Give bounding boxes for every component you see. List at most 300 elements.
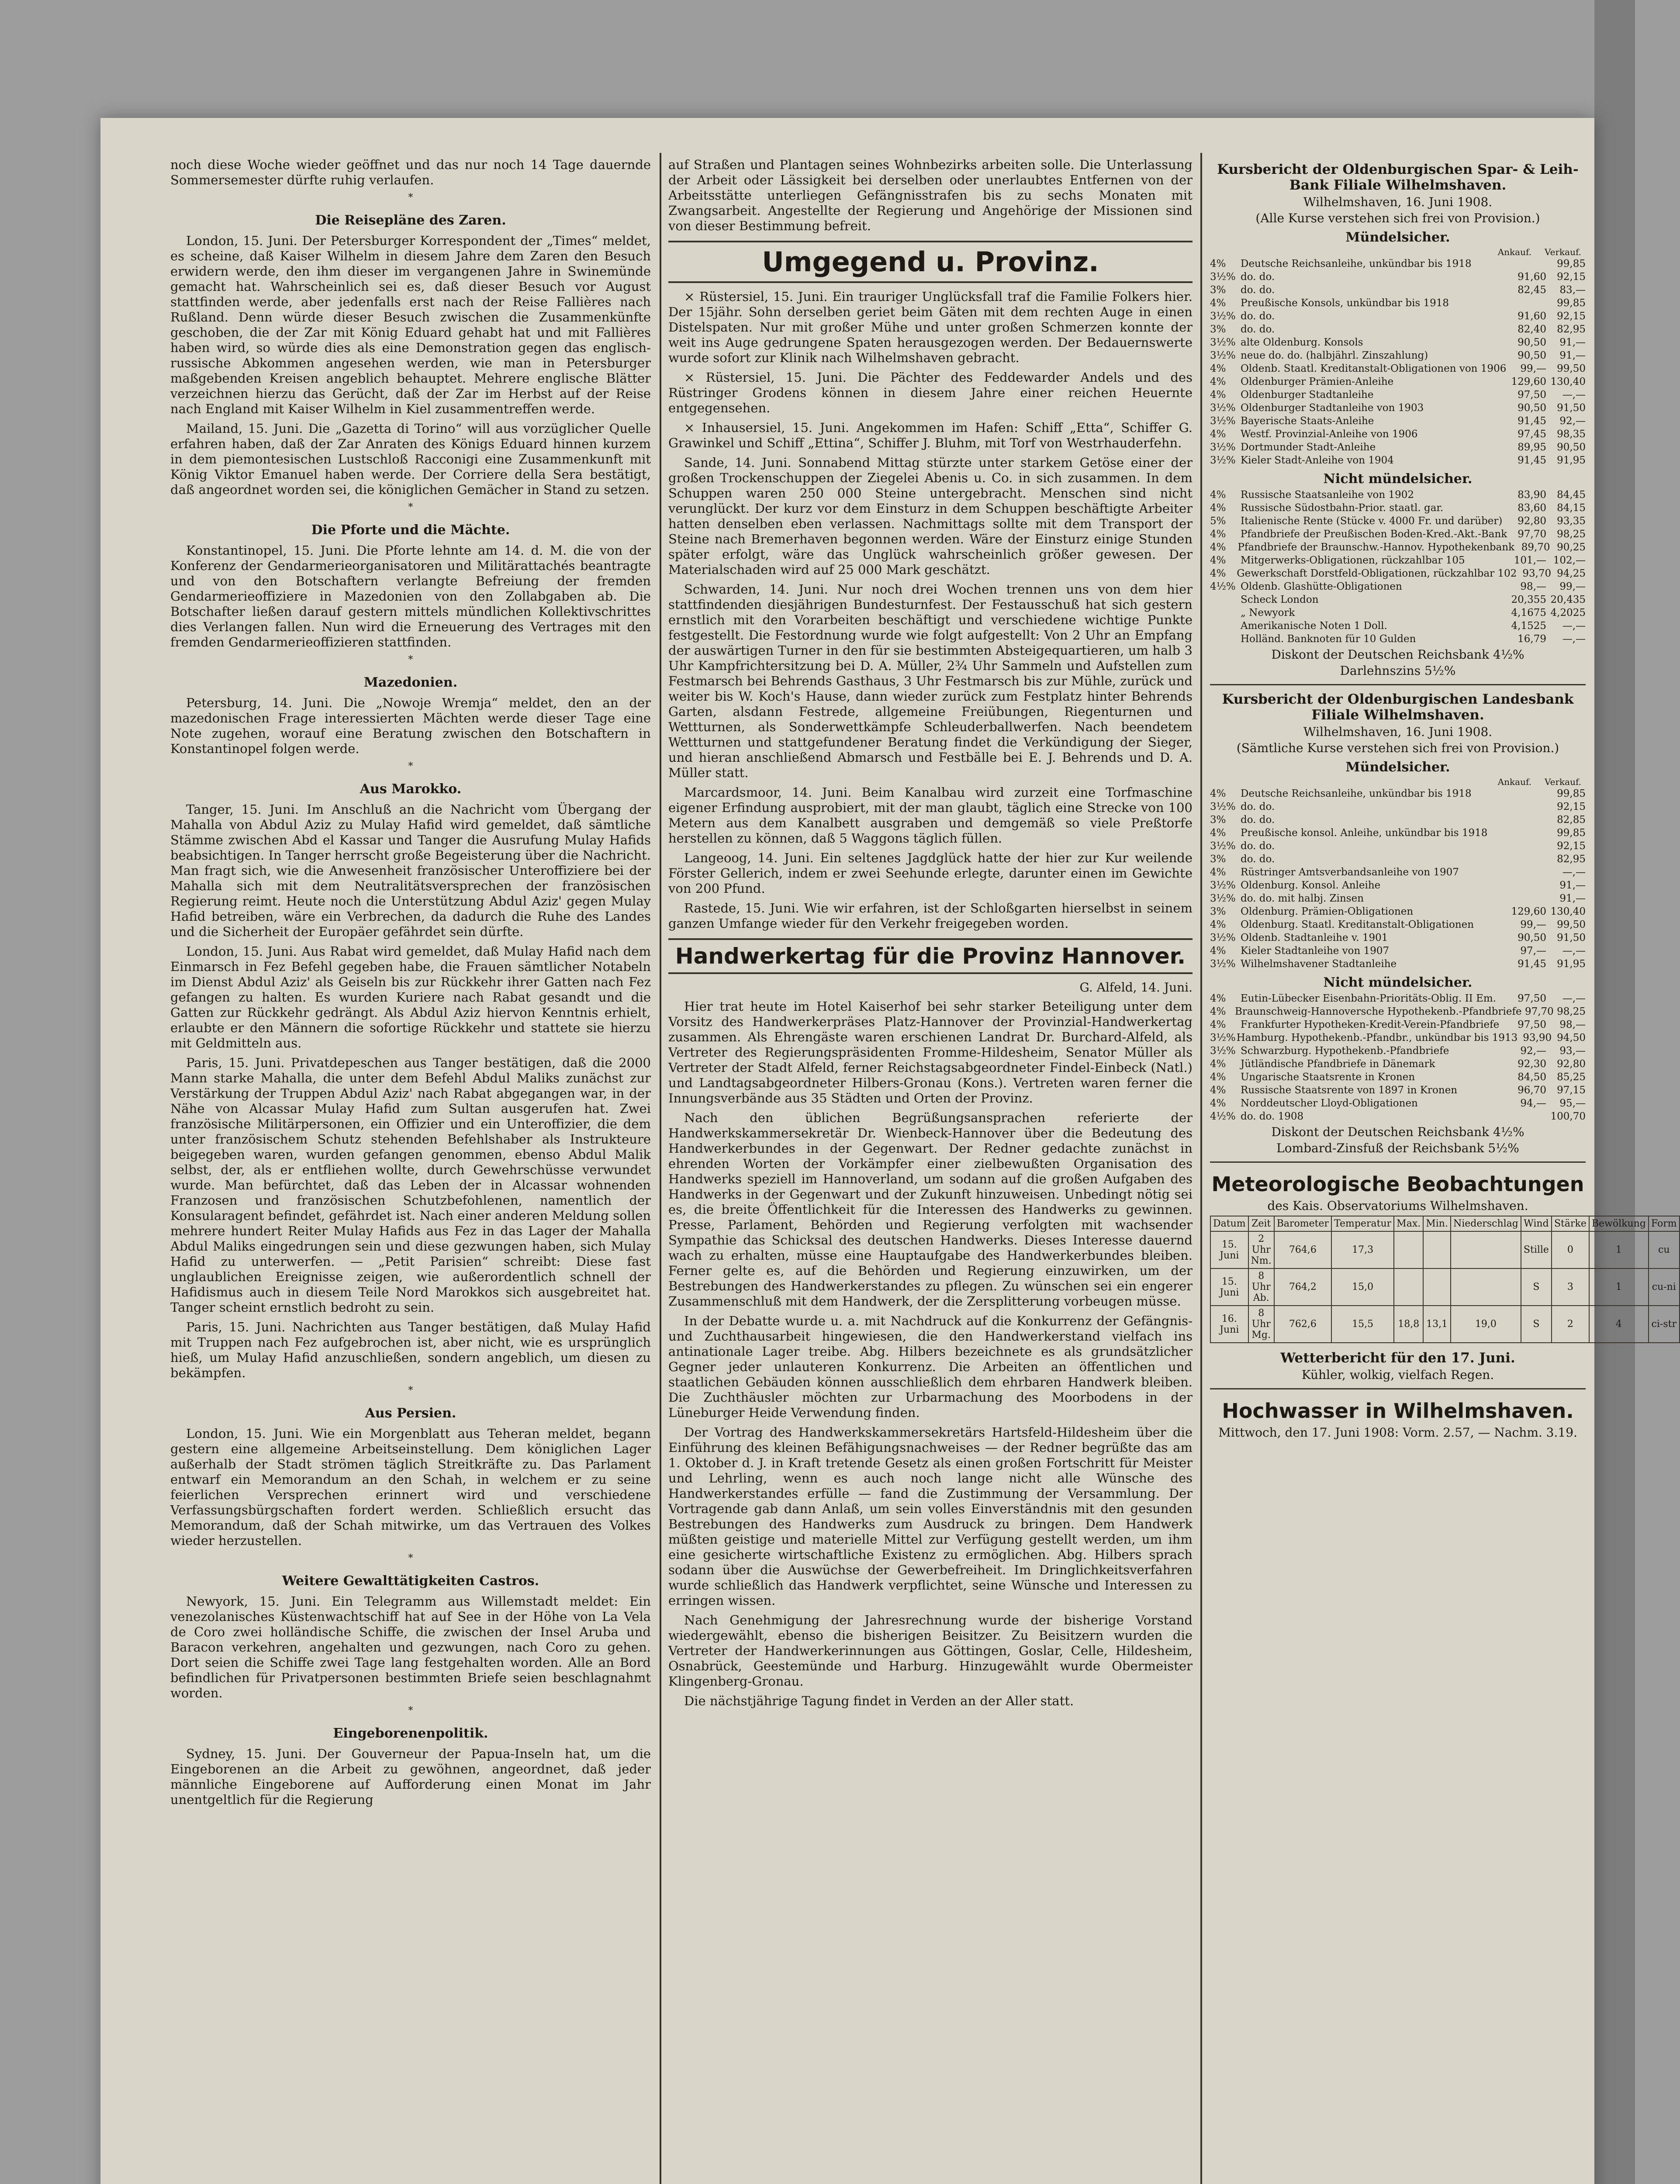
- weather-cell: 4: [1589, 1306, 1649, 1343]
- interest-rate: 4%: [1210, 1071, 1226, 1083]
- buy-price: 94,—: [1520, 1098, 1546, 1109]
- article-paragraph: Newyork, 15. Juni. Ein Telegramm aus Willemstadt meldet: Ein venezolanisches Küstenwachtschiff hat auf See in der Höhe von La Vela de Coro zwei holländische Schiffe, die zwischen der Insel Aruba und Baracon verkehren, angehalten und gezwungen, nach Coro zu gehen. Dort seien die Schiffe zwei Tage lang festgehalten worden. Alle an Bord befindlichen für Privatpersonen bestimmten Briefe seien beschlagnahmt worden.: [170, 1594, 651, 1700]
- weather-cell: [1423, 1231, 1451, 1268]
- article-paragraph: Nach den üblichen Begrüßungsansprachen referierte der Handwerkskammersekretär Dr. Wienbeck-Hannover über die Bedeutung des Handwerkerbundes in der Gegenwart. Der Redner gedachte zunächst in ehrenden Worten der Vorkämpfer einer zielbewußten Organisation des Handwerks speziell im Hannoverland, um sodann auf die großen Aufgaben des Handwerks in der Gegenwart und der Zukunft hinzuweisen. Unbedingt nötig sei es, die breite Öffentlichkeit für die Interessen des Handwerks zu gewinnen. Presse, Parlament, Behörden und Regierung verfolgten mit wachsender Sympathie das Schicksal des deutschen Handwerks. Dieses Interesse dauernd wach zu erhalten, müsse eine Hauptaufgabe des Handwerkerbundes bleiben. Ferner gelte es, auf die Behörden und Regierung einzuwirken, um der Bestrebungen des Handwerkerstandes zu pflegen. Zu wünschen sei ein engerer Zusammenschluß mit dem Handwerk, der die Zersplitterung vorbeugen müsse.: [668, 1110, 1193, 1309]
- buy-price: 82,40: [1518, 324, 1546, 335]
- weather-table-body: [1210, 1231, 1680, 1343]
- interest-rate: [1210, 593, 1241, 606]
- article-paragraph: Nach Genehmigung der Jahresrechnung wurde der bisherige Vorstand wiedergewählt, ebenso die bisherigen Beisitzer. Zu Beisitzern wurden die Vertreter der Handwerkerinnungen aus Göttingen, Goslar, Celle, Hildesheim, Osnabrück, Geestemünde und Harburg. Hinzugewählt wurde Obermeister Klingenberg-Gronau.: [668, 1613, 1193, 1689]
- price-row: [1210, 441, 1586, 454]
- interest-rate: 4½%: [1210, 581, 1236, 592]
- price-row: [1210, 840, 1586, 853]
- sell-price: 82,95: [1557, 324, 1586, 335]
- interest-rate: 3½%: [1210, 932, 1236, 943]
- price-row: [1210, 593, 1586, 606]
- interest-rate: 4%: [1210, 258, 1226, 270]
- weather-cell: 762,6: [1274, 1306, 1331, 1343]
- security-name: do. do.: [1241, 324, 1275, 335]
- weather-column-header: Stärke: [1552, 1216, 1589, 1231]
- kursbericht-title: Kursbericht der Oldenburgischen Spar- & Leih-Bank Filiale Wilhelmshaven.: [1217, 162, 1579, 193]
- price-row: [1210, 813, 1586, 826]
- sell-price: 90,25: [1557, 542, 1586, 553]
- separator-star: *: [408, 192, 413, 203]
- security-name: do. do.: [1241, 840, 1275, 852]
- interest-rate: 4%: [1210, 542, 1226, 553]
- interest-rate: 3%: [1210, 906, 1226, 917]
- sell-price: 94,25: [1557, 568, 1586, 579]
- high-water-times: Mittwoch, den 17. Juni 1908: Vorm. 2.57, — Nachm. 3.19.: [1218, 1425, 1577, 1440]
- separator-star: *: [408, 654, 413, 665]
- price-table: [1210, 787, 1586, 971]
- section-title: Eingeborenenpolitik.: [333, 1726, 488, 1741]
- interest-rate: 3%: [1210, 854, 1226, 865]
- price-row: [1210, 375, 1586, 388]
- sell-price: 91,—: [1559, 893, 1586, 904]
- section-title: Die Pforte und die Mächte.: [311, 522, 510, 538]
- sell-price: 91,—: [1559, 350, 1586, 361]
- sell-price: 83,—: [1559, 284, 1586, 296]
- security-name: Amerikanische Noten 1 Doll.: [1241, 620, 1387, 632]
- article-paragraph: Mailand, 15. Juni. Die „Gazetta di Torino“ will aus vorzüglicher Quelle erfahren haben, daß der Zar Anraten des Königs Eduard hinnen kurzem in dem piemontesischen Lustschloß Racconigi eine Zusammenkunft mit König Viktor Emanuel haben werde. Der Corriere della Sera bestätigt, daß angeordnet worden sei, die königlichen Gemächer in Stand zu setzen.: [170, 421, 651, 497]
- price-row: [1210, 632, 1586, 646]
- interest-rate: 4%: [1210, 489, 1226, 501]
- sell-price: 91,50: [1557, 402, 1586, 414]
- section-title: Aus Persien.: [365, 1406, 456, 1421]
- weather-cell: 15,0: [1331, 1268, 1394, 1306]
- buy-price: 97,70: [1524, 1006, 1554, 1017]
- sell-price: 102,—: [1553, 555, 1586, 566]
- price-row: [1210, 992, 1586, 1005]
- buy-price: [1507, 787, 1546, 800]
- category-heading: Nicht mündelsicher.: [1323, 471, 1473, 487]
- price-row: [1210, 401, 1586, 415]
- interest-rate: 3½%: [1210, 1045, 1236, 1057]
- buy-price: 92,30: [1518, 1058, 1546, 1070]
- buy-price: 20,355: [1511, 594, 1546, 605]
- weather-cell: [1423, 1268, 1451, 1306]
- security-name: Holländ. Banknoten für 10 Gulden: [1241, 633, 1416, 645]
- security-name: do. do.: [1241, 284, 1275, 296]
- buy-price: [1507, 826, 1546, 840]
- weather-cell: ci-str: [1649, 1306, 1680, 1343]
- lombard-line: Lombard-Zinsfuß der Reichsbank 5½%: [1276, 1141, 1519, 1155]
- buy-price: 91,45: [1518, 958, 1546, 970]
- buy-price: 97,45: [1518, 429, 1546, 440]
- price-row: [1210, 580, 1586, 593]
- buy-price: 99,—: [1520, 363, 1546, 374]
- weather-cell: 16. Juni: [1210, 1306, 1248, 1343]
- column-rule: [660, 153, 661, 2184]
- intro-text: noch diese Woche wieder geöffnet und das nur noch 14 Tage dauernde Sommersemester dürfte ruhig verlaufen.: [170, 157, 651, 187]
- sell-price: 95,—: [1559, 1098, 1586, 1109]
- sell-price: 99,85: [1557, 827, 1586, 839]
- weather-table: [1210, 1216, 1680, 1343]
- price-row: [1210, 428, 1586, 441]
- interest-rate: 4%: [1210, 529, 1226, 540]
- security-name: Kieler Stadtanleihe von 1907: [1241, 945, 1390, 957]
- security-name: Bayerische Staats-Anleihe: [1241, 415, 1374, 427]
- interest-rate: 4%: [1210, 389, 1226, 401]
- price-row: [1210, 415, 1586, 428]
- weather-column-header: Zeit: [1248, 1216, 1274, 1231]
- buy-price: 90,50: [1518, 350, 1546, 361]
- buy-price: 97,50: [1518, 1019, 1546, 1030]
- buy-price: 97,—: [1520, 945, 1546, 957]
- interest-rate: 4%: [1210, 993, 1226, 1004]
- price-row: [1210, 310, 1586, 323]
- price-row: [1210, 787, 1586, 800]
- verkauf-header: Verkauf.: [1545, 247, 1581, 257]
- weather-cell: 0: [1552, 1231, 1589, 1268]
- buy-price: 99,—: [1520, 919, 1546, 930]
- price-row: [1210, 297, 1586, 310]
- interest-rate: 3½%: [1210, 1032, 1236, 1044]
- security-name: Oldenburg. Staatl. Kreditanstalt-Obligationen: [1241, 919, 1474, 930]
- local-news-item: × Inhausersiel, 15. Juni. Angekommen im Hafen: Schiff „Etta“, Schiffer G. Grawinkel und Schiff „Ettina“, Schiffer J. Bluhm, mit Torf von Westrhauderfehn.: [668, 420, 1193, 450]
- buy-price: 97,50: [1518, 389, 1546, 401]
- weather-column-header: Niederschlag: [1451, 1216, 1521, 1231]
- security-name: Pfandbriefe der Preußischen Boden-Kred.-Akt.-Bank: [1240, 529, 1507, 540]
- interest-rate: 4%: [1210, 297, 1226, 309]
- buy-price: 83,90: [1518, 489, 1546, 501]
- section-heading-handwerkertag: Handwerkertag für die Provinz Hannover.: [668, 938, 1193, 974]
- price-row: [1210, 528, 1586, 541]
- discount-line: Diskont der Deutschen Reichsbank 4½%: [1271, 1125, 1524, 1139]
- security-name: Braunschweig-Hannoversche Hypothekenb.-Pfandbriefe: [1234, 1006, 1522, 1017]
- weather-column-header: Form: [1649, 1216, 1680, 1231]
- weather-cell: 15. Juni: [1210, 1268, 1248, 1306]
- weather-cell: 18,8: [1394, 1306, 1423, 1343]
- weather-cell: S: [1521, 1268, 1552, 1306]
- buy-price: 97,50: [1518, 993, 1546, 1004]
- interest-rate: 3½%: [1210, 415, 1236, 427]
- buy-price: 91,45: [1518, 415, 1546, 427]
- section-title: Aus Marokko.: [360, 781, 462, 797]
- security-name: do. do.: [1241, 814, 1275, 826]
- security-name: Kieler Stadt-Anleihe von 1904: [1241, 455, 1394, 466]
- sell-price: 99,85: [1557, 258, 1586, 270]
- price-row: [1210, 349, 1586, 362]
- interest-rate: 4½%: [1210, 1111, 1236, 1122]
- buy-price: 92,—: [1520, 1045, 1546, 1057]
- interest-rate: 4%: [1210, 788, 1226, 799]
- security-name: Mitgerwerks-Obligationen, rückzahlbar 105: [1241, 555, 1465, 566]
- weather-cell: 15,5: [1331, 1306, 1394, 1343]
- interest-rate: 4%: [1210, 1098, 1226, 1109]
- price-row: [1210, 388, 1586, 401]
- sell-price: 93,35: [1557, 515, 1586, 527]
- sell-price: 82,85: [1557, 814, 1586, 826]
- ankauf-header: Ankauf.: [1497, 247, 1532, 257]
- buy-price: [1507, 1110, 1546, 1123]
- price-row: [1210, 944, 1586, 957]
- interest-rate: 4%: [1210, 376, 1226, 387]
- interest-rate: 3½%: [1210, 958, 1236, 970]
- article-paragraph: Hier trat heute im Hotel Kaiserhof bei sehr starker Beteiligung unter dem Vorsitz des Handwerkerpräses Platz-Hannover der Provinzial-Handwerkertag zusammen. Als Ehrengäste waren erschienen Landrat Dr. Burchard-Alfeld, als Vertreter des Regierungspräsidenten Fromme-Hildesheim, Senator Müller als Vertreter der Stadt Alfeld, ferner Reichstagsabgeordneter Findel-Einbeck (Natl.) und Landtagsabgeordneter Hilbers-Gronau (Kons.). Vertreten waren ferner die Innungsverbände aus 35 Städten und Orten der Provinz.: [668, 999, 1193, 1106]
- weather-cell: 17,3: [1331, 1231, 1394, 1268]
- interest-rate: 4%: [1210, 945, 1226, 957]
- sell-price: 98,—: [1559, 1019, 1586, 1030]
- weather-column-header: Datum: [1210, 1216, 1248, 1231]
- interest-rate: [1210, 619, 1241, 632]
- price-row: [1210, 879, 1586, 892]
- sell-price: —,—: [1562, 633, 1586, 645]
- article-paragraph: Tanger, 15. Juni. Im Anschluß an die Nachricht vom Übergang der Mahalla von Abdul Aziz zu Mulay Hafid wird gemeldet, daß sämtliche Stämme zwischen Abd el Kassar und Tanger die Ausrufung Mulay Hafids beabsichtigen. In Tanger herrscht große Begeisterung über die Nachricht. Man fragt sich, wie die Anwesenheit französischer Unteroffiziere bei der Mahalla sich mit dem Neutralitätsversprechen der französischen Regierung reimt. Heute noch die Unterstützung Abdul Aziz' gegen Mulay Hafid betreiben, wäre ein Verbrechen, da dadurch die Ruhe des Landes und die Sicherheit der Europäer gefährdet sein dürfte.: [170, 802, 651, 939]
- sell-price: 100,70: [1550, 1111, 1586, 1122]
- interest-rate: 5%: [1210, 515, 1226, 527]
- sell-price: 92,—: [1559, 415, 1586, 427]
- security-name: Russische Staatsrente von 1897 in Kronen: [1241, 1085, 1458, 1096]
- buy-price: 91,60: [1518, 271, 1546, 283]
- sell-price: 91,95: [1557, 958, 1586, 970]
- newspaper-page: [100, 118, 1677, 2184]
- interest-rate: 4%: [1210, 919, 1226, 930]
- interest-rate: 3½%: [1210, 442, 1236, 453]
- interest-rate: 4%: [1210, 1058, 1226, 1070]
- sell-price: 98,35: [1557, 429, 1586, 440]
- weather-column-header: Barometer: [1274, 1216, 1331, 1231]
- sell-price: 94,50: [1557, 1032, 1586, 1044]
- buy-price: [1507, 879, 1546, 892]
- weather-cell: [1394, 1268, 1423, 1306]
- security-name: Hamburg. Hypothekenb.-Pfandbr., unkündbar bis 1913: [1236, 1032, 1518, 1044]
- weather-cell: [1394, 1231, 1423, 1268]
- security-name: Rüstringer Amtsverbandsanleihe von 1907: [1241, 867, 1459, 878]
- weather-cell: S: [1521, 1306, 1552, 1343]
- sell-price: 20,435: [1550, 594, 1586, 605]
- buy-price: 84,50: [1518, 1071, 1546, 1083]
- column-politics: [170, 157, 651, 1812]
- security-name: Oldenburg. Konsol. Anleihe: [1241, 880, 1381, 891]
- sell-price: 130,40: [1550, 376, 1586, 387]
- security-name: Russische Südostbahn-Prior. staatl. gar.: [1241, 502, 1444, 514]
- buy-price: 92,80: [1518, 515, 1546, 527]
- weather-title: Meteorologische Beobachtungen: [1211, 1172, 1584, 1196]
- weather-cell: 764,6: [1274, 1231, 1331, 1268]
- weather-cell: 1: [1589, 1231, 1649, 1268]
- interest-rate: 3½%: [1210, 801, 1236, 812]
- weather-cell: [1451, 1268, 1521, 1306]
- sell-price: 92,15: [1557, 271, 1586, 283]
- interest-rate: 3½%: [1210, 337, 1236, 348]
- price-row: [1210, 1110, 1586, 1123]
- local-news-item: Sande, 14. Juni. Sonnabend Mittag stürzte unter starkem Getöse einer der großen Trockenschuppen der Ziegelei Abenis u. Co. in sich zusammen. In dem Schuppen waren 250 000 Steine untergebracht. Menschen sind nicht verunglückt. Der kurz vor dem Einsturz in dem Schuppen beschäftigte Arbeiter hatten denselben eben verlassen. Nachmittags sollte mit dem Transport der Steine nach Bremerhaven begonnen werden. Wäre der Einsturz einige Stunden später erfolgt, wäre das Unglück wahrscheinlich größer gewesen. Der Materialschaden wird auf 25 000 Mark geschätzt.: [668, 455, 1193, 577]
- price-row: [1210, 283, 1586, 297]
- buy-price: 97,70: [1518, 529, 1547, 540]
- security-name: Preußische Konsols, unkündbar bis 1918: [1241, 297, 1449, 309]
- price-row: [1210, 554, 1586, 567]
- price-row: [1210, 1005, 1586, 1018]
- buy-price: 98,—: [1520, 581, 1546, 592]
- section-title: Die Reisepläne des Zaren.: [315, 213, 506, 228]
- interest-rate: 4%: [1210, 363, 1226, 374]
- security-name: Italienische Rente (Stücke v. 4000 Fr. und darüber): [1241, 515, 1503, 527]
- price-row: [1210, 541, 1586, 554]
- sell-price: 91,50: [1557, 932, 1586, 943]
- interest-rate: 3½%: [1210, 402, 1236, 414]
- security-name: Jütländische Pfandbriefe in Dänemark: [1241, 1058, 1435, 1070]
- local-news-item: Rastede, 15. Juni. Wie wir erfahren, ist der Schloßgarten hierselbst in seinem ganzen Umfange wieder für den Verkehr freigegeben worden.: [668, 901, 1193, 931]
- buy-price: 91,60: [1518, 311, 1546, 322]
- buy-price: 101,—: [1514, 555, 1546, 566]
- weather-cell: 3: [1552, 1268, 1589, 1306]
- weather-row: [1210, 1268, 1680, 1306]
- high-water-title: Hochwasser in Wilhelmshaven.: [1222, 1399, 1574, 1423]
- weather-cell: 15. Juni: [1210, 1231, 1248, 1268]
- price-table: [1210, 257, 1586, 467]
- lombard-line: Darlehnszins 5½%: [1340, 663, 1456, 678]
- sell-price: —,—: [1562, 945, 1586, 957]
- article-paragraph: Petersburg, 14. Juni. Die „Nowoje Wremja“ meldet, den an der mazedonischen Frage interessierten Mächten werde dieser Tage eine Note zugehen, worauf eine Beratung zwischen den Botschaftern in Konstantinopel folgen werde.: [170, 695, 651, 756]
- ankauf-header: Ankauf.: [1497, 777, 1532, 787]
- price-column-headers: [1210, 777, 1586, 787]
- weather-cell: [1451, 1231, 1521, 1268]
- buy-price: 90,50: [1518, 402, 1546, 414]
- security-name: Gewerkschaft Dorstfeld-Obligationen, rückzahlbar 102: [1237, 568, 1517, 579]
- price-row: [1210, 1084, 1586, 1097]
- sell-price: 4,2025: [1550, 607, 1586, 619]
- buy-price: 129,60: [1511, 906, 1546, 917]
- security-name: Oldenb. Stadtanleihe v. 1901: [1241, 932, 1388, 943]
- buy-price: [1507, 257, 1546, 270]
- sell-price: 98,25: [1557, 1006, 1586, 1017]
- interest-rate: 4%: [1210, 568, 1226, 579]
- weather-cell: 2: [1552, 1306, 1589, 1343]
- column-finance-weather: [1210, 157, 1677, 1440]
- divider: [1210, 1161, 1586, 1163]
- price-row: [1210, 619, 1586, 632]
- buy-price: [1507, 813, 1546, 826]
- price-row: [1210, 1044, 1586, 1057]
- security-name: Oldenb. Glashütte-Obligationen: [1241, 581, 1402, 592]
- divider: [1210, 1388, 1586, 1389]
- sell-price: 99,85: [1557, 788, 1586, 799]
- buy-price: 93,90: [1523, 1032, 1552, 1044]
- dateline: G. Alfeld, 14. Juni.: [1079, 980, 1193, 995]
- sell-price: 97,15: [1557, 1085, 1586, 1096]
- interest-rate: 4%: [1210, 502, 1226, 514]
- local-news-item: × Rüstersiel, 15. Juni. Ein trauriger Unglücksfall traf die Familie Folkers hier. Der 15jähr. Sohn derselben geriet beim Gäten mit dem rechten Auge in einen Distelspaten. Nur mit großer Mühe und unter großen Schmerzen konnte der weit ins Auge gedrungene Spaten herausgezogen werden. Der Bedauernswerte wurde sofort zur Klinik nach Wilhelmshaven gebracht.: [668, 289, 1193, 365]
- kursbericht-note: (Alle Kurse verstehen sich frei von Provision.): [1255, 211, 1540, 225]
- security-name: Dortmunder Stadt-Anleihe: [1241, 442, 1376, 453]
- interest-rate: 3½%: [1210, 271, 1236, 283]
- section-title: Weitere Gewalttätigkeiten Castros.: [282, 1573, 539, 1589]
- price-row: [1210, 501, 1586, 515]
- price-row: [1210, 515, 1586, 528]
- price-row: [1210, 257, 1586, 270]
- local-news-item: × Rüstersiel, 15. Juni. Die Pächter des Feddewarder Andels und des Rüstringer Grodens können in diesem Jahre einer reichen Heuernte entgegensehen.: [668, 370, 1193, 415]
- kursbericht-date: Wilhelmshaven, 16. Juni 1908.: [1303, 725, 1493, 739]
- weather-cell: 13,1: [1423, 1306, 1451, 1343]
- security-name: Oldenburger Prämien-Anleihe: [1241, 376, 1394, 387]
- sell-price: 84,45: [1557, 489, 1586, 501]
- article-paragraph: Konstantinopel, 15. Juni. Die Pforte lehnte am 14. d. M. die von der Konferenz der Gendarmerieorganisatoren und Militärattachés beantragte und von den Botschaftern verlangte Befreiung der fremden Gendarmerieoffiziere in Mazedonien von den Zollabgaben ab. Die Botschafter ließen darauf gestern mittels mündlichen Kollektivschrittes dies Verlangen fallen. Nun wird die Erneuerung des Vertrages mit den fremden Gendarmerieoffizieren stattfinden.: [170, 543, 651, 650]
- sell-price: 91,95: [1557, 455, 1586, 466]
- security-name: Oldenburger Stadtanleihe von 1903: [1241, 402, 1424, 414]
- security-name: Pfandbriefe der Braunschw.-Hannov. Hypothekenbank: [1238, 542, 1515, 553]
- security-name: Oldenb. Staatl. Kreditanstalt-Obligationen von 1906: [1241, 363, 1507, 374]
- sell-price: 93,—: [1559, 1045, 1586, 1057]
- price-row: [1210, 567, 1586, 580]
- interest-rate: 3½%: [1210, 455, 1236, 466]
- sell-price: 99,—: [1559, 581, 1586, 592]
- sell-price: 91,—: [1559, 337, 1586, 348]
- interest-rate: 4%: [1210, 555, 1226, 566]
- security-name: Westf. Provinzial-Anleihe von 1906: [1241, 429, 1418, 440]
- interest-rate: 3%: [1210, 324, 1226, 335]
- buy-price: 91,45: [1518, 455, 1546, 466]
- interest-rate: 4%: [1210, 1085, 1226, 1096]
- price-row: [1210, 957, 1586, 971]
- buy-price: 16,79: [1518, 633, 1546, 645]
- price-table: [1210, 992, 1586, 1123]
- kursbericht-note: (Sämtliche Kurse verstehen sich frei von Provision.): [1236, 741, 1559, 755]
- weather-cell: 1: [1589, 1268, 1649, 1306]
- local-news-item: Marcardsmoor, 14. Juni. Beim Kanalbau wird zurzeit eine Torfmaschine eigener Erfindung ausprobiert, mit der man glaubt, täglich eine Strecke von 100 Metern aus dem Kanalbett ausgraben und demgemäß so viele Preßtorfe herstellen zu können, daß 5 Waggons täglich füllen.: [668, 785, 1193, 846]
- sell-price: —,—: [1562, 620, 1586, 632]
- security-name: Scheck London: [1241, 594, 1319, 605]
- price-row: [1210, 853, 1586, 866]
- weather-column-header: Max.: [1394, 1216, 1423, 1231]
- price-row: [1210, 1071, 1586, 1084]
- interest-rate: 4%: [1210, 1006, 1226, 1017]
- exchange-table: [1210, 593, 1586, 646]
- article-paragraph: London, 15. Juni. Aus Rabat wird gemeldet, daß Mulay Hafid nach dem Einmarsch in Fez Befehl gegeben habe, die Frauen sämtlicher Notabeln im Dienst Abdul Aziz' als Geiseln bis zur Rückkehr ihrer Gatten nach Fez gefangen zu halten. Es wurden Kuriere nach Rabat gesandt und die Gatten zur Rückkehr gedrängt. Als Abdul Aziz hiervon Kenntnis erhielt, erlaubte er den Männern die sofortige Rückkehr und stattete sie hierzu mit Geldmitteln aus.: [170, 944, 651, 1051]
- interest-rate: 4%: [1210, 1019, 1226, 1030]
- interest-rate: 3%: [1210, 284, 1226, 296]
- forecast-text: Kühler, wolkig, vielfach Regen.: [1301, 1368, 1494, 1382]
- weather-subtitle: des Kais. Observatoriums Wilhelmshaven.: [1267, 1199, 1528, 1213]
- price-table: [1210, 488, 1586, 593]
- weather-column-header: Temperatur: [1331, 1216, 1394, 1231]
- category-heading: Mündelsicher.: [1345, 230, 1450, 245]
- sell-price: —,—: [1562, 389, 1586, 401]
- security-name: Norddeutscher Lloyd-Obligationen: [1241, 1098, 1418, 1109]
- security-name: Ungarische Staatsrente in Kronen: [1241, 1071, 1415, 1083]
- category-heading: Mündelsicher.: [1345, 760, 1450, 775]
- price-row: [1210, 606, 1586, 619]
- security-name: alte Oldenburg. Konsols: [1241, 337, 1363, 348]
- security-name: Oldenburg. Prämien-Obligationen: [1241, 906, 1414, 917]
- column-rule: [1200, 153, 1202, 2184]
- buy-price: 89,70: [1521, 542, 1550, 553]
- security-name: „ Newyork: [1241, 607, 1295, 619]
- interest-rate: 3½%: [1210, 840, 1236, 852]
- interest-rate: 3½%: [1210, 311, 1236, 322]
- weather-table-header: [1210, 1216, 1680, 1231]
- security-name: Eutin-Lübecker Eisenbahn-Prioritäts-Oblig. II Em.: [1241, 993, 1496, 1004]
- interest-rate: 3½%: [1210, 893, 1236, 904]
- security-name: Schwarzburg. Hypothekenb.-Pfandbriefe: [1241, 1045, 1449, 1057]
- price-row: [1210, 1097, 1586, 1110]
- price-row: [1210, 488, 1586, 501]
- sell-price: 91,—: [1559, 880, 1586, 891]
- weather-cell: 19,0: [1451, 1306, 1521, 1343]
- article-paragraph: In der Debatte wurde u. a. mit Nachdruck auf die Konkurrenz der Gefängnis- und Zuchthausarbeit hingewiesen, die den Handwerkerstand vielfach ins antinationale Lager treibe. Abg. Hilbers bezeichnete es als grundsätzlicher Gegner jeder unlauteren Konkurrenz. Die Arbeiten an öffentlichen und staatlichen Gebäuden können ausschließlich dem ehrbaren Handwerk bleiben. Die Zuchthäusler möchten zur Urbarmachung des Moorbodens in der Lüneburger Heide Verwendung finden.: [668, 1313, 1193, 1420]
- category-heading: Nicht mündelsicher.: [1323, 975, 1473, 990]
- price-row: [1210, 866, 1586, 879]
- weather-column-header: Bewölkung: [1589, 1216, 1649, 1231]
- sell-price: 84,15: [1557, 502, 1586, 514]
- local-news-item: Schwarden, 14. Juni. Nur noch drei Wochen trennen uns von dem hier stattfindenden diesjährigen Bundesturnfest. Der Festausschuß hat sich gestern ernstlich mit den Vorarbeiten beschäftigt und verschiedene wichtige Punkte festgestellt. Die Festordnung wurde wie folgt aufgestellt: Von 2 Uhr an Empfang der auswärtigen Turner in den für sie bestimmten Absteigequartieren, um halb 3 Uhr Kampfrichtersitzung bei D. A. Müller, 2¾ Uhr Sammeln und Aufstellen zum Festmarsch bei Behrends Gasthaus, 3 Uhr Festmarsch bis zur Mühle, zurück und weiter bis W. Koch's Hause, dann wieder zurück zum Festplatz hinter Behrends Garten, alsdann Festrede, allgemeine Freiübungen, Riegenturnen und Wettturnen, als Sonderwettkämpfe Schleuderballwerfen. Nach beendetem Wettturnen und stattgefundener Beratung findet die Verkündigung der Sieger, und hieran anschließend Abmarsch und Festbälle bei E. J. Behrends und D. A. Müller statt.: [668, 582, 1193, 780]
- weather-row: [1210, 1306, 1680, 1343]
- buy-price: 83,60: [1518, 502, 1546, 514]
- sell-price: 130,40: [1550, 906, 1586, 917]
- separator-star: *: [408, 1705, 413, 1716]
- security-name: Preußische konsol. Anleihe, unkündbar bis 1918: [1241, 827, 1488, 839]
- buy-price: 89,95: [1518, 442, 1546, 453]
- buy-price: 129,60: [1511, 376, 1546, 387]
